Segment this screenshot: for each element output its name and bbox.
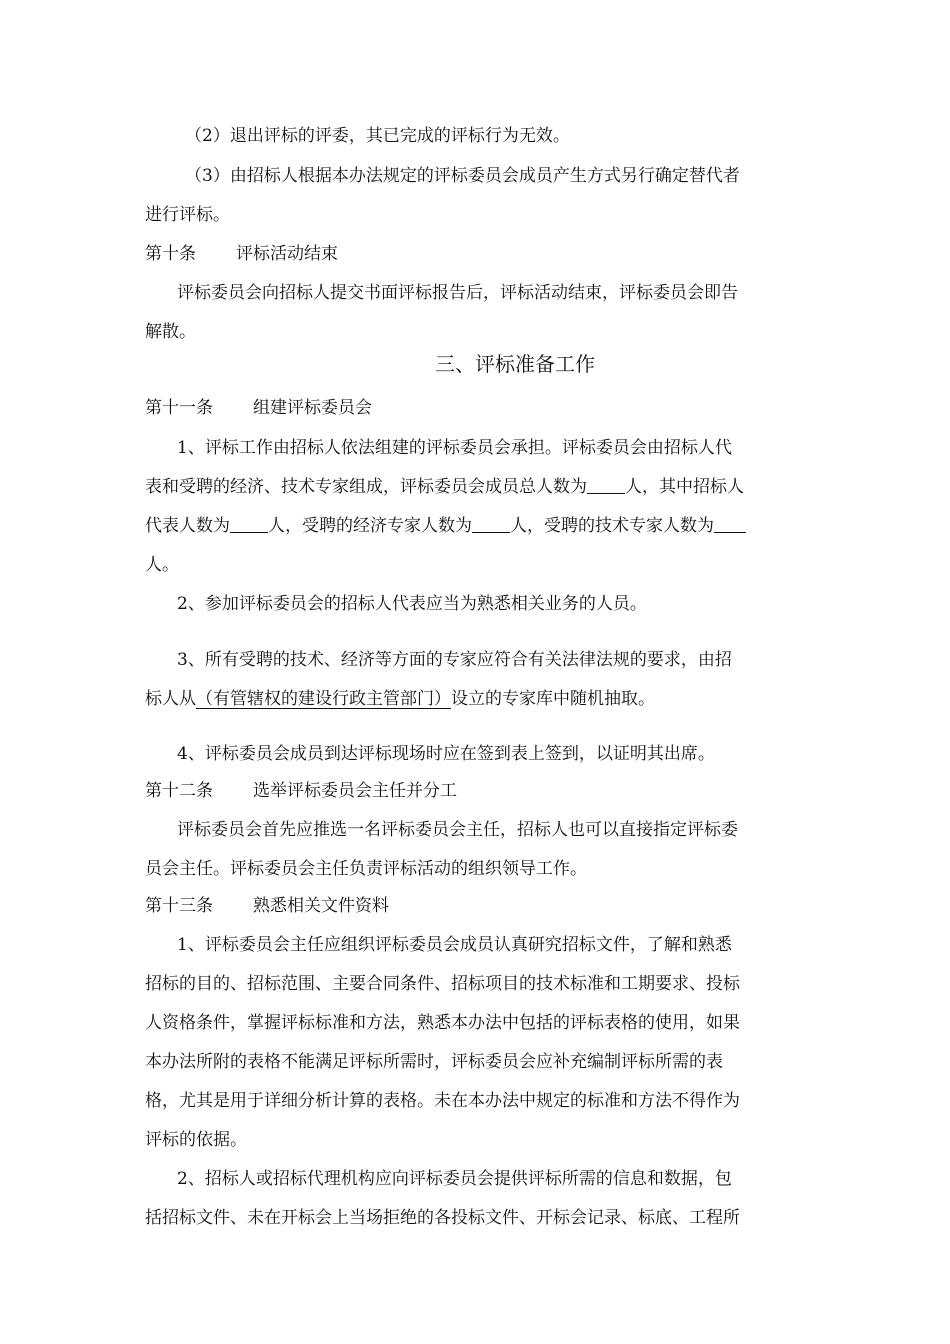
clause-3-replace: （3）由招标人根据本办法规定的评标委员会成员产生方式另行确定替代者 <box>185 166 740 186</box>
paragraph-docs-4: 本办法所附的表格不能满足评标所需时，评标委员会应补充编制评标所需的表 <box>145 1052 723 1072</box>
article-title: 组建评标委员会 <box>253 398 372 418</box>
paragraph-experts-1: 3、所有受聘的技术、经济等方面的专家应符合有关法律法规的要求，由招 <box>177 650 732 670</box>
fill-in-blank-total <box>587 475 625 494</box>
text-segment: 代表人数为 <box>145 516 230 536</box>
paragraph-chair-1: 评标委员会首先应推选一名评标委员会主任，招标人也可以直接指定评标委 <box>177 820 738 840</box>
text-segment: 标人从 <box>145 689 196 709</box>
paragraph-docs-1: 1、评标委员会主任应组织评标委员会成员认真研究招标文件，了解和熟悉 <box>177 935 732 955</box>
authority-underlined: （有管辖权的建设行政主管部门） <box>196 689 451 709</box>
article-13-heading <box>145 894 815 918</box>
article-title: 熟悉相关文件资料 <box>253 896 389 916</box>
clause-2-withdraw: （2）退出评标的评委，其已完成的评标行为无效。 <box>185 126 570 146</box>
paragraph-committee-1: 1、评标工作由招标人依法组建的评标委员会承担。评标委员会由招标人代 <box>177 438 732 458</box>
paragraph-committee-3 <box>145 514 815 538</box>
section-title: 三、评标准备工作 <box>435 352 595 376</box>
text-segment: 人，其中招标人 <box>625 477 744 497</box>
article-title: 评标活动结束 <box>236 244 338 264</box>
paragraph-sign-in: 4、评标委员会成员到达评标现场时应在签到表上签到，以证明其出席。 <box>177 744 715 764</box>
fill-in-blank-owner-reps <box>230 514 268 533</box>
article-number: 第十二条 <box>145 781 213 801</box>
article-title: 选举评标委员会主任并分工 <box>253 781 457 801</box>
paragraph-docs-5: 格，尤其是用于详细分析计算的表格。未在本办法中规定的标准和方法不得作为 <box>145 1091 740 1111</box>
paragraph-info-1: 2、招标人或招标代理机构应向评标委员会提供评标所需的信息和数据，包 <box>177 1169 732 1189</box>
article-12-heading <box>145 779 815 803</box>
paragraph-docs-3: 人资格条件，掌握评标标准和方法，熟悉本办法中包括的评标表格的使用，如果 <box>145 1013 740 1033</box>
paragraph-evaluation-end: 评标委员会向招标人提交书面评标报告后，评标活动结束，评标委员会即告 <box>177 283 738 303</box>
clause-3-continued: 进行评标。 <box>145 205 230 225</box>
paragraph-evaluation-end-continued: 解散。 <box>145 322 196 342</box>
paragraph-owner-reps: 2、参加评标委员会的招标人代表应当为熟悉相关业务的人员。 <box>177 594 647 614</box>
paragraph-docs-2: 招标的目的、招标范围、主要合同条件、招标项目的技术标准和工期要求、投标 <box>145 974 740 994</box>
paragraph-experts-2 <box>145 687 815 711</box>
fill-in-blank-economic-experts <box>472 514 510 533</box>
text-segment: 人，受聘的经济专家人数为 <box>268 516 472 536</box>
article-number: 第十三条 <box>145 896 213 916</box>
paragraph-committee-4: 人。 <box>145 555 179 575</box>
fill-in-blank-technical-experts <box>714 514 746 533</box>
text-segment: 表和受聘的经济、技术专家组成，评标委员会成员总人数为 <box>145 477 587 497</box>
paragraph-docs-6: 评标的依据。 <box>145 1130 247 1150</box>
paragraph-info-2: 括招标文件、未在开标会上当场拒绝的各投标文件、开标会记录、标底、工程所 <box>145 1208 740 1228</box>
text-segment: 人，受聘的技术专家人数为 <box>510 516 714 536</box>
article-10-heading <box>145 242 815 266</box>
article-11-heading <box>145 396 815 420</box>
text-segment: 设立的专家库中随机抽取。 <box>451 689 655 709</box>
article-number: 第十条 <box>145 244 196 264</box>
article-number: 第十一条 <box>145 398 213 418</box>
paragraph-committee-2 <box>145 475 815 499</box>
paragraph-chair-2: 员会主任。评标委员会主任负责评标活动的组织领导工作。 <box>145 859 587 879</box>
section-heading <box>0 350 950 378</box>
